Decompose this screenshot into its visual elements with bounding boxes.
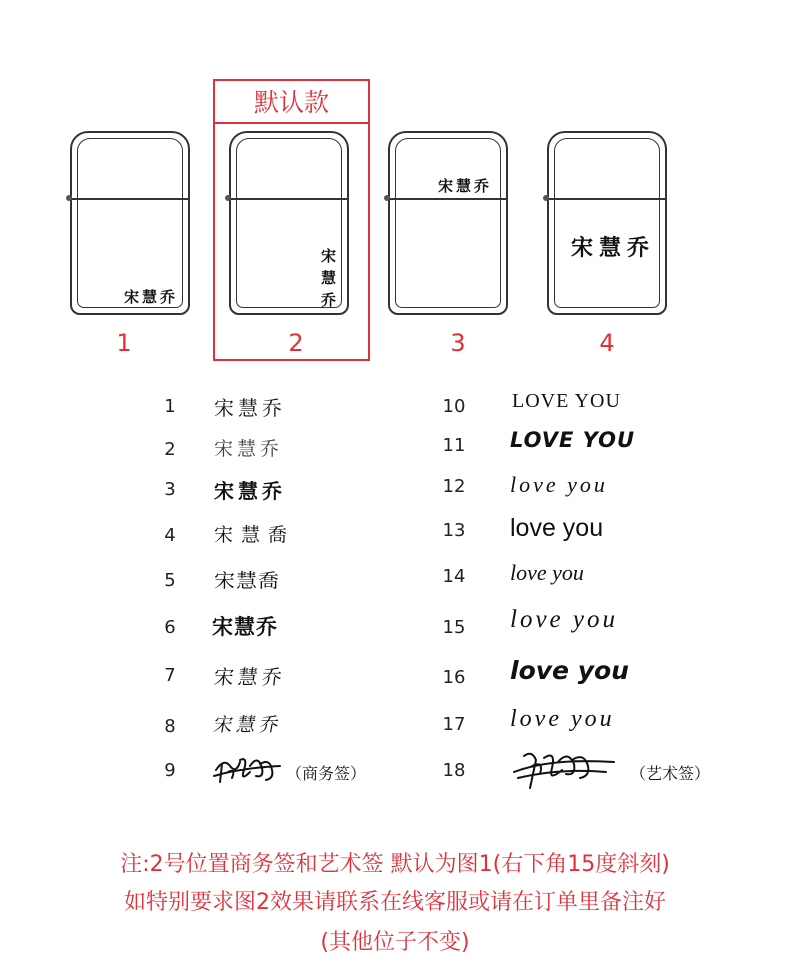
business-signature-label: （商务签） — [286, 764, 367, 783]
font-option-number: 16 — [442, 667, 466, 688]
lighter-4-engraving: 宋慧乔 — [571, 235, 656, 261]
hinge-pin — [543, 195, 549, 201]
font-option-number: 5 — [164, 570, 176, 591]
art-signature-label: （艺术签） — [630, 764, 711, 783]
font-option-number: 10 — [442, 396, 466, 417]
lighter-3-engraving: 宋慧乔 — [438, 177, 493, 195]
font-sample-8[interactable]: 宋慧乔 — [211, 714, 285, 736]
lighter-2[interactable] — [229, 131, 349, 315]
lighter-2-engraving-vertical: 宋 慧 乔 — [321, 247, 337, 309]
lighter-4[interactable] — [547, 131, 667, 315]
font-sample-3[interactable]: 宋慧乔 — [214, 479, 286, 503]
font-sample-17[interactable]: love you — [510, 706, 615, 732]
font-sample-4[interactable]: 宋慧喬 — [214, 524, 296, 546]
font-option-number: 6 — [164, 617, 176, 638]
font-option-number: 13 — [442, 520, 466, 541]
font-option-number: 7 — [164, 665, 176, 686]
font-option-number: 18 — [442, 760, 466, 781]
font-option-number: 4 — [164, 525, 176, 546]
font-option-number: 15 — [442, 617, 466, 638]
font-option-number: 9 — [164, 760, 176, 781]
font-option-number: 17 — [442, 714, 466, 735]
lighter-3[interactable] — [388, 131, 508, 315]
lighter-2-number: 2 — [288, 329, 304, 357]
font-option-number: 11 — [442, 435, 466, 456]
lighter-3-number: 3 — [450, 329, 466, 357]
font-sample-5[interactable]: 宋慧喬 — [214, 570, 280, 592]
font-sample-1[interactable]: 宋慧乔 — [214, 396, 286, 420]
font-option-number: 3 — [164, 479, 176, 500]
art-signature-image[interactable] — [510, 744, 620, 794]
default-style-label: 默认款 — [215, 81, 368, 124]
note-line-3: (其他位子不变) — [320, 930, 470, 955]
font-sample-15[interactable]: love you — [510, 606, 618, 633]
note-line-1: 注:2号位置商务签和艺术签 默认为图1(右下角15度斜刻) — [120, 852, 670, 877]
lighter-1-number: 1 — [116, 329, 132, 357]
font-option-number: 14 — [442, 566, 466, 587]
hinge-pin — [384, 195, 390, 201]
font-sample-12[interactable]: love you — [510, 472, 608, 497]
lighter-1-engraving: 宋慧乔 — [124, 288, 179, 306]
font-sample-16[interactable]: love you — [510, 656, 629, 685]
font-sample-14[interactable]: love you — [510, 560, 584, 585]
font-sample-10[interactable]: LOVE YOU — [512, 390, 621, 412]
business-signature-image[interactable] — [210, 748, 288, 790]
hinge-pin — [66, 195, 72, 201]
font-sample-13[interactable]: love you — [510, 514, 604, 542]
font-option-number: 8 — [164, 716, 176, 737]
note-line-2: 如特别要求图2效果请联系在线客服或请在订单里备注好 — [124, 890, 666, 915]
font-option-number: 1 — [164, 396, 176, 417]
font-option-number: 12 — [442, 476, 466, 497]
font-sample-11[interactable]: LOVE YOU — [510, 428, 636, 452]
font-sample-2[interactable]: 宋慧乔 — [214, 438, 284, 460]
lighter-1[interactable] — [70, 131, 190, 315]
font-sample-7[interactable]: 宋慧乔 — [212, 665, 288, 689]
hinge-pin — [225, 195, 231, 201]
font-option-number: 2 — [164, 439, 176, 460]
font-sample-6[interactable]: 宋慧乔 — [212, 615, 278, 639]
lighter-4-number: 4 — [599, 329, 615, 357]
